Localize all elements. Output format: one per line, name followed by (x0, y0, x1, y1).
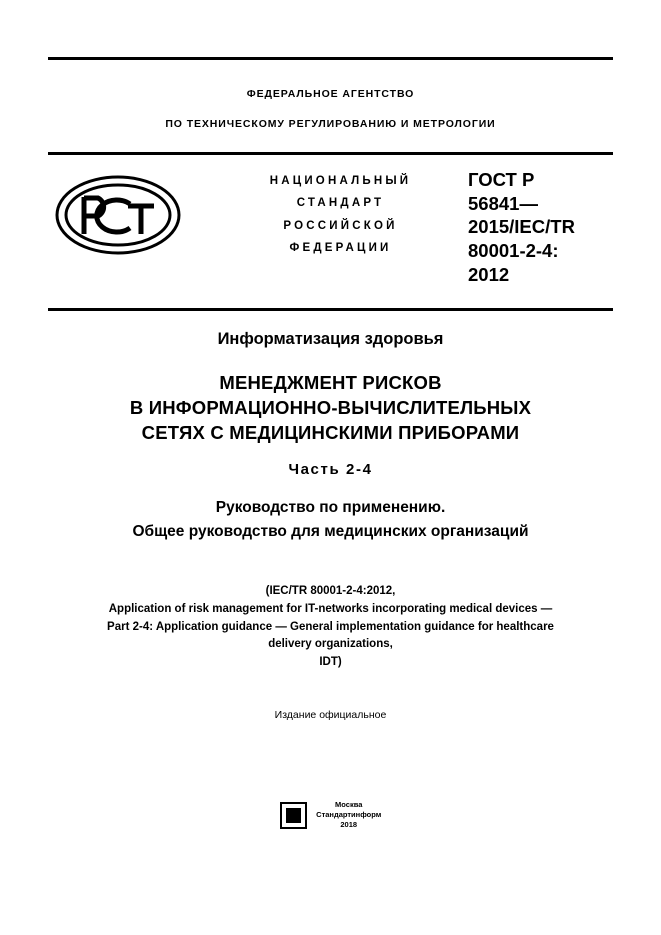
standard-word-line-3: РОССИЙСКОЙ (283, 219, 398, 232)
designation-line-1: ГОСТ Р (468, 169, 535, 190)
publisher-text (316, 800, 381, 830)
title-block (48, 330, 613, 543)
agency-line-2: ПО ТЕХНИЧЕСКОМУ РЕГУЛИРОВАНИЮ И МЕТРОЛОГИИ (165, 117, 496, 130)
main-title-line-1: МЕНЕДЖМЕНТ РИСКОВ (219, 372, 442, 393)
source-reference-line-5: IDT) (319, 656, 342, 669)
official-edition-note: Издание официальное (274, 709, 387, 721)
main-title-line-2: В ИНФОРМАЦИОННО-ВЫЧИСЛИТЕЛЬНЫХ (129, 396, 532, 418)
agency-header (0, 0, 661, 131)
publisher-year: 2018 (340, 820, 358, 830)
designation-line-5: 2012 (468, 263, 510, 285)
top-divider-rule (48, 57, 613, 60)
subtitle-line-2: Общее руководство для медицинских организаций (132, 522, 529, 540)
designation-line-4: 80001-2-4: (468, 240, 559, 262)
publisher-city: Москва (335, 800, 363, 809)
source-reference-line-2: Application of risk management for IT-networks incorporating medical devices — (108, 602, 553, 615)
subtitle-line-1: Руководство по применению. (215, 499, 446, 517)
standard-word-line-4: ФЕДЕРАЦИИ (289, 242, 392, 255)
gost-r-emblem-icon (54, 174, 182, 256)
source-reference-block (48, 583, 613, 672)
main-title-line-3: СЕТЯХ С МЕДИЦИНСКИМИ ПРИБОРАМИ (141, 421, 520, 443)
standard-word-line-1: НАЦИОНАЛЬНЫЙ (269, 175, 412, 187)
identification-block (48, 162, 613, 304)
source-reference-line-4: delivery organizations, (268, 638, 393, 651)
standard-word-line-2: СТАНДАРТ (296, 197, 385, 210)
standard-words (218, 170, 463, 260)
agency-line-1: ФЕДЕРАЛЬНОЕ АГЕНТСТВО (246, 88, 415, 100)
publisher-block (0, 800, 661, 830)
bottom-divider-rule (48, 308, 613, 311)
field-title: Информатизация здоровья (217, 330, 444, 348)
subtitle (48, 496, 613, 543)
standartinform-logo-icon (280, 802, 307, 829)
main-title (48, 371, 613, 445)
standard-designation (468, 168, 618, 286)
publisher-name: Стандартинформ (316, 810, 382, 820)
source-reference-line-1: (IEC/TR 80001-2-4:2012, (265, 585, 396, 597)
designation-line-2: 56841— (468, 192, 538, 214)
part-number: Часть 2-4 (288, 461, 373, 479)
middle-divider-rule (48, 152, 613, 155)
designation-line-3: 2015/IEC/TR (468, 216, 575, 238)
source-reference-line-3: Part 2-4: Application guidance — General implementation guidance for healthcare (107, 620, 554, 633)
